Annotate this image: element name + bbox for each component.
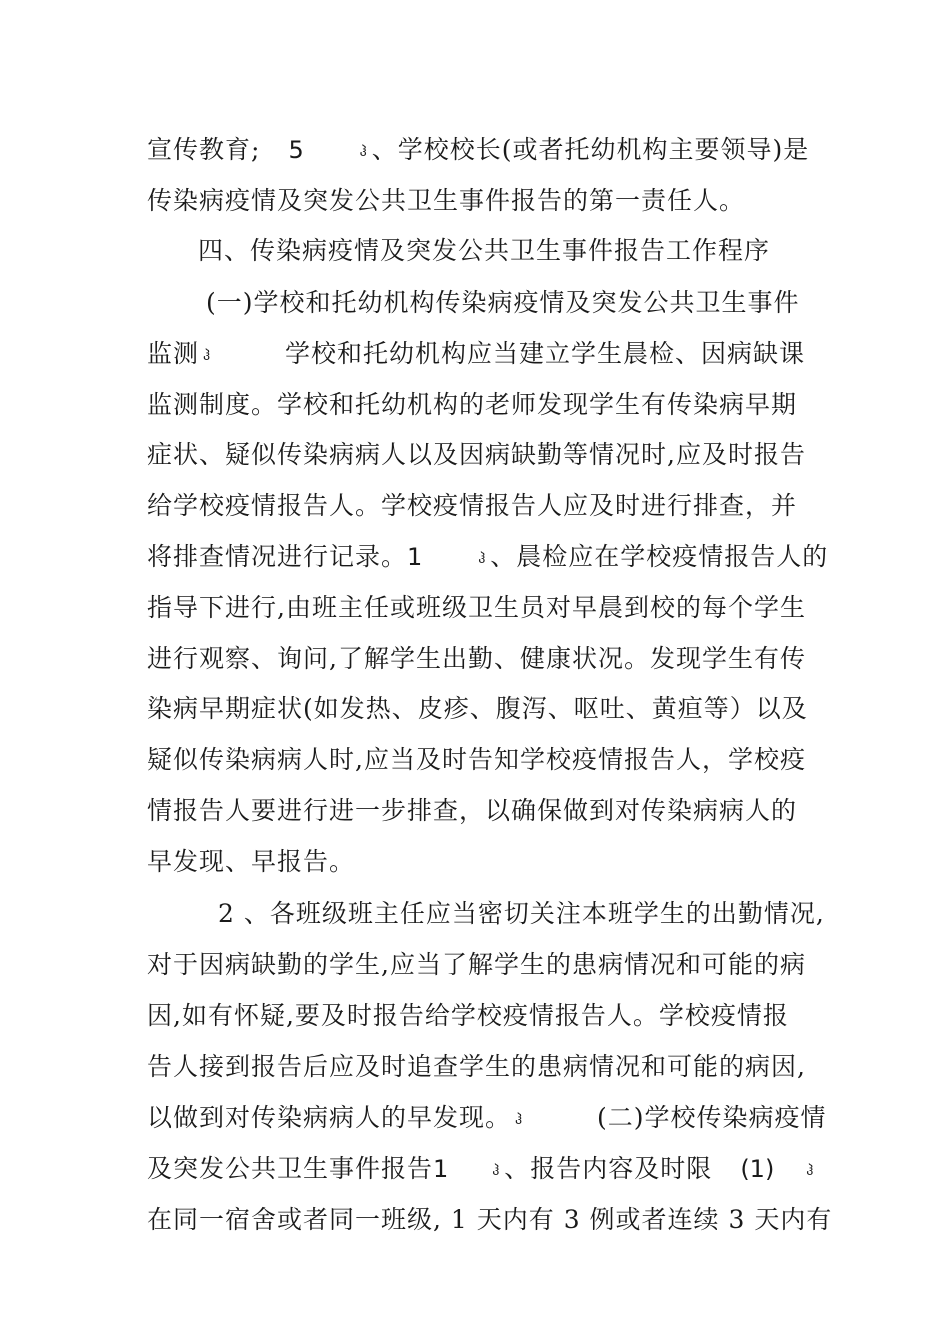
text-line-12: 染病早期症状(如发热、皮疹、腹泻、呕吐、黄疸等）以及 bbox=[147, 694, 808, 723]
list-number: (1) bbox=[740, 1155, 775, 1183]
text-segment: 、晨检应在学校疫情报告人的 bbox=[490, 542, 829, 571]
text-line-1 bbox=[147, 135, 809, 167]
text-line-7: 症状、疑似传染病病人以及因病缺勤等情况时,应及时报告 bbox=[147, 440, 806, 469]
text-segment: 将排查情况进行记录。 bbox=[147, 542, 408, 571]
text-segment: 、学校校长(或者托幼机构主要领导)是 bbox=[371, 135, 810, 164]
text-line-15: 早发现、早报告。 bbox=[147, 847, 356, 876]
text-line-9 bbox=[147, 542, 828, 574]
text-segment: 学校和托幼机构应当建立学生晨检、因病缺课 bbox=[285, 339, 806, 368]
subsection-heading-2: (二)学校传染病疫情 bbox=[597, 1103, 827, 1132]
text-line-19: 告人接到报告后应及时追查学生的患病情况和可能的病因, bbox=[147, 1052, 806, 1081]
section-heading-4: 四、传染病疫情及突发公共卫生事件报告工作程序 bbox=[198, 236, 771, 265]
text-line-6: 监测制度。学校和托幼机构的老师发现学生有传染病早期 bbox=[147, 390, 798, 419]
text-line-11: 进行观察、询问,了解学生出勤、健康状况。发现学生有传 bbox=[147, 644, 806, 673]
text-line-13: 疑似传染病病人时,应当及时告知学校疫情报告人，学校疫 bbox=[147, 745, 806, 774]
text-line-8: 给学校疫情报告人。学校疫情报告人应及时进行排查，并 bbox=[147, 491, 798, 520]
glyph-mark: ჰ bbox=[492, 1163, 501, 1179]
text-line-18: 因,如有怀疑,要及时报告给学校疫情报告人。学校疫情报 bbox=[147, 1001, 789, 1030]
glyph-mark: ჰ bbox=[478, 551, 487, 567]
glyph-mark: ჰ bbox=[359, 144, 368, 160]
list-number: 1 bbox=[433, 1155, 449, 1183]
text-line-5 bbox=[147, 339, 805, 371]
text-line-22: 在同一宿舍或者同一班级, 1 天内有 3 例或者连续 3 天内有 bbox=[147, 1205, 833, 1234]
list-number: 1 bbox=[407, 543, 423, 571]
list-number: 5 bbox=[288, 136, 304, 164]
text-line-14: 情报告人要进行进一步排查，以确保做到对传染病病人的 bbox=[147, 796, 798, 825]
text-line-21 bbox=[147, 1154, 818, 1186]
glyph-mark: ჰ bbox=[202, 348, 212, 364]
text-segment: 、报告内容及时限 bbox=[504, 1154, 713, 1183]
text-segment: 及突发公共卫生事件报告 bbox=[147, 1154, 434, 1183]
text-line-17: 对于因病缺勤的学生,应当了解学生的患病情况和可能的病 bbox=[147, 950, 806, 979]
glyph-mark: ჰ bbox=[514, 1112, 524, 1128]
text-segment: 监测 bbox=[147, 339, 200, 368]
text-segment: 宣传教育; bbox=[147, 135, 261, 164]
text-line-2: 传染病疫情及突发公共卫生事件报告的第一责任人。 bbox=[147, 186, 746, 215]
text-line-20 bbox=[147, 1103, 827, 1135]
text-line-16: 2 、各班级班主任应当密切关注本班学生的出勤情况, bbox=[218, 899, 825, 928]
text-segment: 以做到对传染病病人的早发现。 bbox=[147, 1103, 512, 1132]
text-line-10: 指导下进行,由班主任或班级卫生员对早晨到校的每个学生 bbox=[147, 593, 806, 622]
glyph-mark: ჰ bbox=[806, 1163, 815, 1179]
subsection-heading-1: (一)学校和托幼机构传染病疫情及突发公共卫生事件 bbox=[206, 288, 800, 317]
